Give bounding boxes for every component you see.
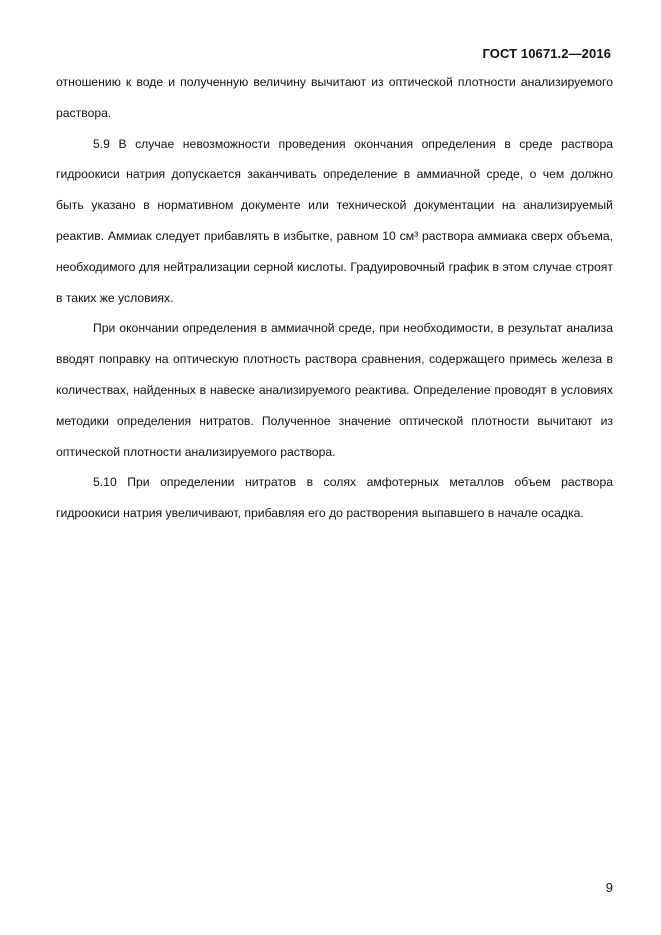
paragraph-ammonia-correction: При окончании определения в аммиачной среде, при необходимости, в результат анализа вводят поправку на оптическую плотность раствора сравнения, содержащего примесь железа в количествах, найденных в навеске анализируемого реактива. Определение проводят в условиях методики определения нитратов. Полученное значение оптической плотности вычитают из оптической плотности анализируемого раствора. (56, 321, 613, 459)
page-number: 9 (605, 880, 613, 895)
paragraph-5-9: 5.9 В случае невозможности проведения окончания определения в среде раствора гидроокиси натрия допускается заканчивать определение в аммиачной среде, о чем должно быть указано в нормативном документе или технической документации на анализируемый реактив. Аммиак следует прибавлять в избытке, равном 10 см³ раствора аммиака сверх объема, необходимого для нейтрализации серной кислоты. Градуировочный график в этом случае строят в таких же условиях. (56, 136, 613, 305)
paragraph-continuation: отношению к воде и полученную величину вычитают из оптической плотности анализируемого раствора. (56, 75, 613, 120)
document-body (56, 67, 613, 529)
paragraph-5-10: 5.10 При определении нитратов в солях амфотерных металлов объем раствора гидроокиси натрия увеличивают, прибавляя его до растворения выпавшего в начале осадка. (56, 475, 613, 521)
document-header: ГОСТ 10671.2—2016 (482, 46, 611, 61)
